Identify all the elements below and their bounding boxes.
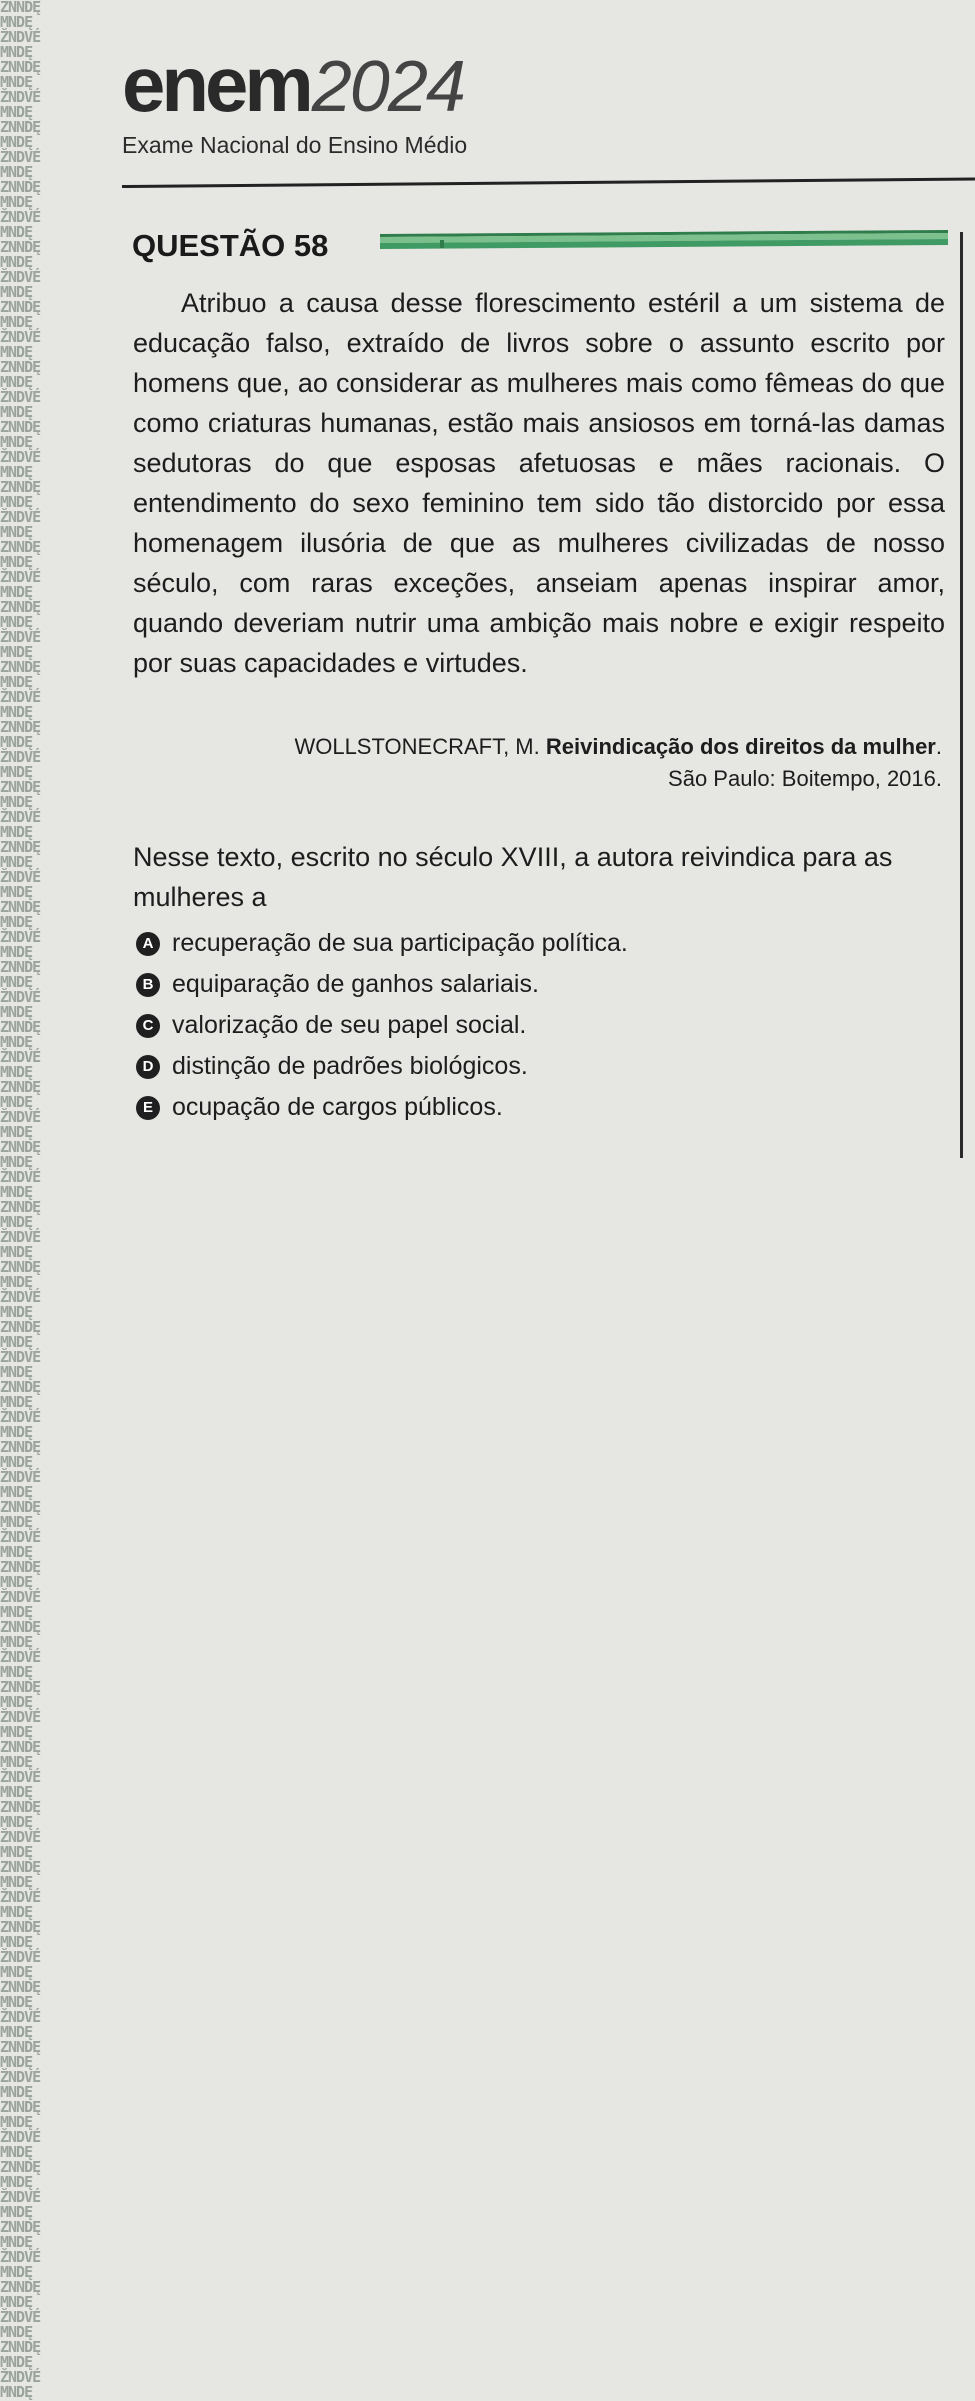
option-c[interactable] xyxy=(136,1005,628,1046)
option-a-text: recuperação de sua participação política. xyxy=(172,929,628,957)
citation-author: WOLLSTONECRAFT, M. xyxy=(294,734,540,759)
question-prompt: Nesse texto, escrito no século XVIII, a autora reivindica para as mulheres a xyxy=(133,842,893,912)
option-c-letter-icon: C xyxy=(136,1014,160,1038)
passage-text xyxy=(133,283,945,683)
question-title: QUESTÃO 58 xyxy=(132,228,329,263)
option-b[interactable] xyxy=(136,964,628,1005)
option-e[interactable] xyxy=(136,1087,628,1128)
answer-options xyxy=(136,923,628,1128)
option-d-text: distinção de padrões biológicos. xyxy=(172,1052,528,1080)
option-d-letter-icon: D xyxy=(136,1055,160,1079)
header-divider xyxy=(122,178,975,188)
option-b-text: equiparação de ganhos salariais. xyxy=(172,970,539,998)
citation-publisher: São Paulo: Boitempo, 2016. xyxy=(668,766,942,791)
option-a-letter-icon: A xyxy=(136,932,160,956)
logo-year: 2024 xyxy=(311,47,464,127)
logo-wordmark: enem xyxy=(122,40,310,128)
option-d[interactable] xyxy=(136,1046,628,1087)
option-b-letter-icon: B xyxy=(136,973,160,997)
enem-logo xyxy=(122,40,464,128)
citation-work: Reivindicação dos direitos da mulher xyxy=(545,734,936,759)
source-citation: WOLLSTONECRAFT, M. Reivindicação dos direitos da mulher. São Paulo: Boitempo, 2016. xyxy=(294,734,942,791)
exam-subtitle: Exame Nacional do Ensino Médio xyxy=(122,132,468,158)
option-c-text: valorização de seu papel social. xyxy=(172,1011,527,1039)
option-a[interactable] xyxy=(136,923,628,964)
passage-body: Atribuo a causa desse florescimento estéril a um sistema de educação falso, extraído de livros sobre o assunto escrito por homens que, ao considerar as mulheres mais como fêmeas do que como criaturas humanas, estão mais ansiosos em torná-las damas sedutoras do que esposas afetuosas e mães racionais. O entendimento do sexo feminino tem sido tão distorcido por essa homenagem ilusória de que as mulheres civilizadas de nosso século, com raras exceções, anseiam apenas inspirar amor, quando deveriam nutrir uma ambição mais nobre e exigir respeito por suas capacidades e virtudes. xyxy=(133,288,945,678)
column-border xyxy=(960,232,963,1158)
question-title-bar xyxy=(380,226,948,252)
option-e-text: ocupação de cargos públicos. xyxy=(172,1093,503,1121)
security-pattern-strip: ZNNDĘMNDĘ ŽNDVÉMNDĘ ZNNDĘMNDĘ ŽNDVÉMNDĘ ZNNDĘMNDĘ ŽNDVÉMNDĘ ZNNDĘMNDĘ ŽNDVÉMNDĘ ZNNDĘMNDĘ ŽNDVÉMNDĘ ZNNDĘMNDĘ ŽNDVÉMNDĘ ZNNDĘMNDĘ ŽNDVÉMNDĘ ZNNDĘMNDĘ ŽNDVÉMNDĘ ZNNDĘMNDĘ ŽNDVÉMNDĘ ZNNDĘMNDĘ ŽNDVÉMNDĘ ZNNDĘMNDĘ ŽNDVÉMNDĘ ZNNDĘMNDĘ ŽNDVÉMNDĘ ZNNDĘMNDĘ ŽNDVÉMNDĘ ZNNDĘMNDĘ ŽNDVÉMNDĘ ZNNDĘMNDĘ ŽNDVÉMNDĘ ZNNDĘMNDĘ ŽNDVÉMNDĘ ZNNDĘMNDĘ ŽNDVÉMNDĘ ZNNDĘMNDĘ ŽNDVÉMNDĘ ZNNDĘMNDĘ ŽNDVÉMNDĘ ZNNDĘMNDĘ ŽNDVÉMNDĘ ZNNDĘMNDĘ ŽNDVÉMNDĘ ZNNDĘMNDĘ ŽNDVÉMNDĘ ZNNDĘMNDĘ ŽNDVÉMNDĘ ZNNDĘMNDĘ ŽNDVÉMNDĘ ZNNDĘMNDĘ ŽNDVÉMNDĘ ZNNDĘMNDĘ ŽNDVÉMNDĘ ZNNDĘMNDĘ ŽNDVÉMNDĘ ZNNDĘMNDĘ ŽNDVÉMNDĘ ZNNDĘMNDĘ ŽNDVÉMNDĘ ZNNDĘMNDĘ ŽNDVÉMNDĘ ZNNDĘMNDĘ ŽNDVÉMNDĘ ZNNDĘMNDĘ ŽNDVÉMNDĘ ZNNDĘMNDĘ ŽNDVÉMNDĘ ZNNDĘMNDĘ ŽNDVÉMNDĘ ZNNDĘMNDĘ ŽNDVÉMNDĘ ZNNDĘMNDĘ ŽNDVÉMNDĘ ZNNDĘMNDĘ ŽNDVÉMNDĘ ZNNDĘMNDĘ ŽNDVÉMNDĘ ZNNDĘMNDĘ ŽNDVÉMNDĘ ZNNDĘMNDĘ ŽNDVÉMNDĘ xyxy=(0,0,41,2401)
option-e-letter-icon: E xyxy=(136,1096,160,1120)
